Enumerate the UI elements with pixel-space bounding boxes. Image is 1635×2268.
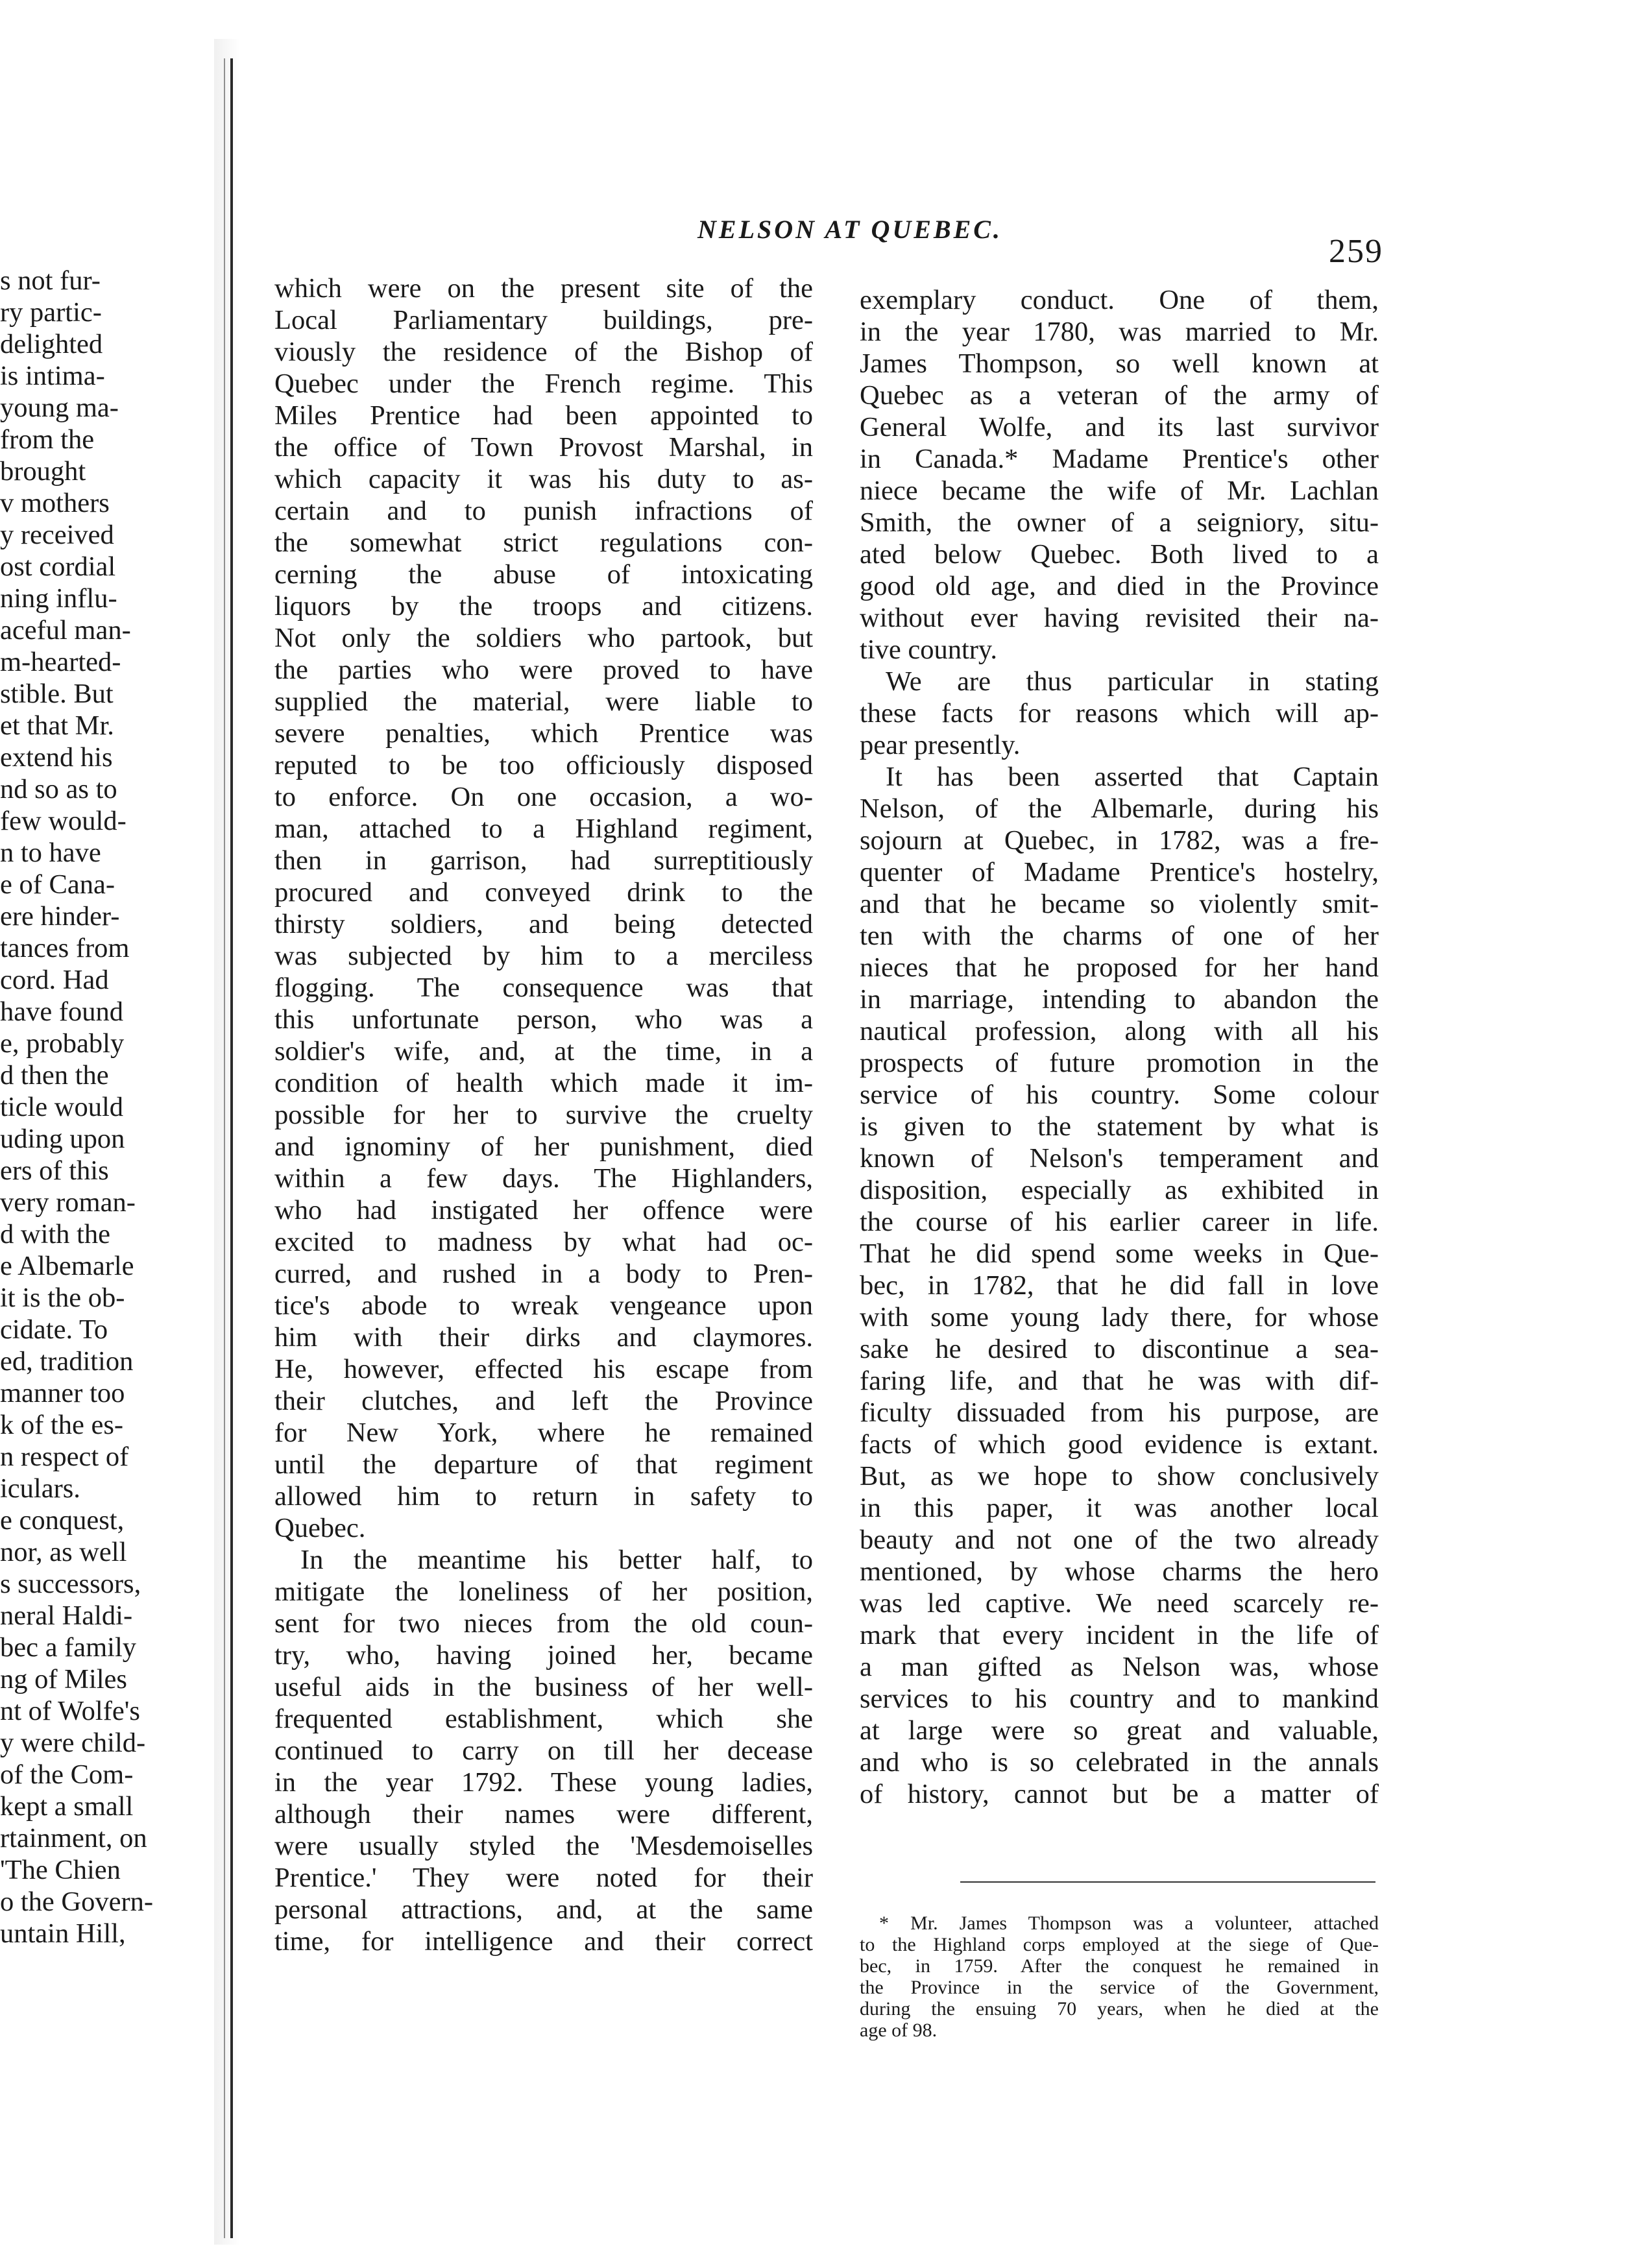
text-line: services to his country and to mankind xyxy=(860,1683,1379,1714)
text-line: k of the es- xyxy=(0,1410,124,1440)
text-line: In the meantime his better half, to xyxy=(300,1545,813,1575)
text-line: liquors by the troops and citizens. xyxy=(274,591,813,621)
text-line: aceful man- xyxy=(0,615,131,645)
text-line: which capacity it was his duty to as- xyxy=(274,464,813,494)
text-line: with some young lady there, for whose xyxy=(860,1302,1379,1333)
text-line: uding upon xyxy=(0,1124,125,1154)
running-head: NELSON AT QUEBEC. xyxy=(697,215,1002,244)
text-line: nautical profession, along with all his xyxy=(860,1016,1379,1046)
footnote-line: age of 98. xyxy=(860,2020,938,2041)
text-line: manner too xyxy=(0,1378,125,1408)
text-line: bec, in 1782, that he did fall in love xyxy=(860,1270,1379,1301)
footnote-rule xyxy=(960,1881,1375,1883)
text-line: this unfortunate person, who was a xyxy=(274,1004,813,1035)
text-line: mitigate the loneliness of her position, xyxy=(274,1576,813,1607)
text-line: man, attached to a Highland regiment, xyxy=(274,814,813,844)
text-line: of history, cannot but be a matter of xyxy=(860,1779,1379,1809)
text-line: d then the xyxy=(0,1060,109,1091)
text-line: ficulty dissuaded from his purpose, are xyxy=(860,1397,1379,1428)
page-number: 259 xyxy=(1329,233,1383,270)
left-page-fragment xyxy=(0,265,185,1949)
text-line: were usually styled the 'Mesdemoiselles xyxy=(274,1831,813,1861)
text-line: cidate. To xyxy=(0,1314,108,1345)
right-column xyxy=(860,284,1379,1810)
text-line: good old age, and died in the Province xyxy=(860,571,1379,601)
text-line: of the Com- xyxy=(0,1759,134,1790)
text-line: bec a family xyxy=(0,1632,137,1663)
footnote-line: during the ensuing 70 years, when he died at the xyxy=(860,1998,1379,2020)
text-line: extend his xyxy=(0,742,113,773)
footnote-line: bec, in 1759. After the conquest he remained in xyxy=(860,1955,1379,1977)
text-line: niece became the wife of Mr. Lachlan xyxy=(860,476,1379,506)
text-line: mentioned, by whose charms the hero xyxy=(860,1556,1379,1587)
text-line: stible. But xyxy=(0,679,114,709)
text-line: e, probably xyxy=(0,1028,125,1059)
text-line: then in garrison, had surreptitiously xyxy=(274,845,813,876)
text-line: v mothers xyxy=(0,488,110,518)
text-line: e of Cana- xyxy=(0,869,115,900)
text-line: and that he became so violently smit- xyxy=(860,889,1379,919)
text-line: Quebec as a veteran of the army of xyxy=(860,380,1379,411)
text-line: sake he desired to discontinue a sea- xyxy=(860,1334,1379,1364)
text-line: y were child- xyxy=(0,1728,146,1758)
text-line: cord. Had xyxy=(0,965,109,995)
text-line: and who is so celebrated in the annals xyxy=(860,1747,1379,1778)
gutter-line-secondary xyxy=(224,58,225,2238)
text-line: who had instigated her offence were xyxy=(274,1195,813,1225)
text-line: n to have xyxy=(0,838,101,868)
middle-column xyxy=(274,272,813,1957)
text-line: was subjected by him to a merciless xyxy=(274,941,813,971)
text-line: although their names were different, xyxy=(274,1799,813,1829)
text-line: viously the residence of the Bishop of xyxy=(274,337,813,367)
footnote-line: the Province in the service of the Government, xyxy=(860,1977,1379,1998)
text-line: supplied the material, were liable to xyxy=(274,686,813,717)
text-line: iculars. xyxy=(0,1473,80,1504)
text-line: few would- xyxy=(0,806,127,836)
text-line: ed, tradition xyxy=(0,1346,134,1377)
text-line: in marriage, intending to abandon the xyxy=(860,984,1379,1015)
text-line: their clutches, and left the Province xyxy=(274,1386,813,1416)
text-line: ning influ- xyxy=(0,583,117,614)
text-line: personal attractions, and, at the same xyxy=(274,1894,813,1925)
text-line: the course of his earlier career in life. xyxy=(860,1207,1379,1237)
text-line: in the year 1780, was married to Mr. xyxy=(860,317,1379,347)
text-line: to enforce. On one occasion, a wo- xyxy=(274,782,813,812)
text-line: and ignominy of her punishment, died xyxy=(274,1131,813,1162)
text-line: tances from xyxy=(0,933,130,963)
text-line: Quebec under the French regime. This xyxy=(274,368,813,399)
text-line: for New York, where he remained xyxy=(274,1418,813,1448)
text-line: it is the ob- xyxy=(0,1283,125,1313)
text-line: ers of this xyxy=(0,1155,109,1186)
text-line: ry partic- xyxy=(0,297,102,328)
text-line: d with the xyxy=(0,1219,110,1249)
text-line: nd so as to xyxy=(0,774,117,804)
text-line: excited to madness by what had oc- xyxy=(274,1227,813,1257)
text-line: exemplary conduct. One of them, xyxy=(860,285,1379,315)
text-line: s not fur- xyxy=(0,265,101,296)
text-line: allowed him to return in safety to xyxy=(274,1481,813,1512)
text-line: sent for two nieces from the old coun- xyxy=(274,1608,813,1639)
text-line: flogging. The consequence was that xyxy=(274,972,813,1003)
text-line: rtainment, on xyxy=(0,1823,147,1853)
text-line: et that Mr. xyxy=(0,710,114,741)
text-line: s successors, xyxy=(0,1569,141,1599)
text-line: within a few days. The Highlanders, xyxy=(274,1163,813,1194)
text-line: nieces that he proposed for her hand xyxy=(860,952,1379,983)
text-line: until the departure of that regiment xyxy=(274,1449,813,1480)
text-line: ten with the charms of one of her xyxy=(860,921,1379,951)
text-line: curred, and rushed in a body to Pren- xyxy=(274,1259,813,1289)
text-line: ticle would xyxy=(0,1092,124,1122)
text-line: procured and conveyed drink to the xyxy=(274,877,813,908)
text-line: beauty and not one of the two already xyxy=(860,1525,1379,1555)
text-line: Local Parliamentary buildings, pre- xyxy=(274,305,813,335)
footnote-line: * Mr. James Thompson was a volunteer, attached xyxy=(879,1912,1379,1934)
gutter-line xyxy=(230,58,233,2238)
text-line: severe penalties, which Prentice was xyxy=(274,718,813,749)
text-line: these facts for reasons which will ap- xyxy=(860,698,1379,729)
text-line: Miles Prentice had been appointed to xyxy=(274,400,813,431)
text-line: It has been asserted that Captain xyxy=(886,762,1379,792)
text-line: kept a small xyxy=(0,1791,134,1822)
text-line: known of Nelson's temperament and xyxy=(860,1143,1379,1174)
text-line: That he did spend some weeks in Que- xyxy=(860,1238,1379,1269)
text-line: We are thus particular in stating xyxy=(886,666,1379,697)
text-line: y received xyxy=(0,520,114,550)
text-line: at large were so great and valuable, xyxy=(860,1715,1379,1746)
text-line: ere hinder- xyxy=(0,901,120,932)
text-line: very roman- xyxy=(0,1187,136,1218)
text-line: useful aids in the business of her well- xyxy=(274,1672,813,1702)
text-line: soldier's wife, and, at the time, in a xyxy=(274,1036,813,1067)
text-line: continued to carry on till her decease xyxy=(274,1735,813,1766)
text-line: without ever having revisited their na- xyxy=(860,603,1379,633)
text-line: brought xyxy=(0,456,86,487)
text-line: him with their dirks and claymores. xyxy=(274,1322,813,1353)
text-line: cerning the abuse of intoxicating xyxy=(274,559,813,590)
text-line: m-hearted- xyxy=(0,647,121,677)
text-line: young ma- xyxy=(0,392,119,423)
text-line: facts of which good evidence is extant. xyxy=(860,1429,1379,1460)
text-line: Not only the soldiers who partook, but xyxy=(274,623,813,653)
text-line: was led captive. We need scarcely re- xyxy=(860,1588,1379,1619)
text-line: delighted xyxy=(0,329,103,359)
text-line: frequented establishment, which she xyxy=(274,1704,813,1734)
text-line: disposition, especially as exhibited in xyxy=(860,1175,1379,1205)
text-line: prospects of future promotion in the xyxy=(860,1048,1379,1078)
text-line: certain and to punish infractions of xyxy=(274,496,813,526)
footnote xyxy=(860,1912,1379,2041)
text-line: o the Govern- xyxy=(0,1887,154,1917)
text-line: have found xyxy=(0,996,124,1027)
text-line: tive country. xyxy=(860,634,998,665)
text-line: service of his country. Some colour xyxy=(860,1080,1379,1110)
text-line: sojourn at Quebec, in 1782, was a fre- xyxy=(860,825,1379,856)
text-line: which were on the present site of the xyxy=(274,273,813,304)
text-line: n respect of xyxy=(0,1442,129,1472)
footnote-line: to the Highland corps employed at the siege of Que- xyxy=(860,1934,1379,1955)
text-line: reputed to be too officiously disposed xyxy=(274,750,813,780)
text-line: ng of Miles xyxy=(0,1664,127,1695)
text-line: 'The Chien xyxy=(0,1855,121,1885)
text-line: ost cordial xyxy=(0,551,116,582)
text-line: the somewhat strict regulations con- xyxy=(274,527,813,558)
text-line: nor, as well xyxy=(0,1537,127,1567)
text-line: He, however, effected his escape from xyxy=(274,1354,813,1384)
text-line: try, who, having joined her, became xyxy=(274,1640,813,1671)
text-line: is intima- xyxy=(0,361,105,391)
text-line: tice's abode to wreak vengeance upon xyxy=(274,1290,813,1321)
text-line: ated below Quebec. Both lived to a xyxy=(860,539,1379,570)
text-line: But, as we hope to show conclusively xyxy=(860,1461,1379,1491)
text-line: e conquest, xyxy=(0,1505,125,1536)
text-line: a man gifted as Nelson was, whose xyxy=(860,1652,1379,1682)
text-line: is given to the statement by what is xyxy=(860,1111,1379,1142)
text-line: from the xyxy=(0,424,95,455)
text-line: James Thompson, so well known at xyxy=(860,348,1379,379)
text-line: neral Haldi- xyxy=(0,1600,133,1631)
text-line: condition of health which made it im- xyxy=(274,1068,813,1098)
text-line: nt of Wolfe's xyxy=(0,1696,140,1726)
text-line: possible for her to survive the cruelty xyxy=(274,1100,813,1130)
text-line: quenter of Madame Prentice's hostelry, xyxy=(860,857,1379,887)
text-line: in the year 1792. These young ladies, xyxy=(274,1767,813,1798)
spine-shadow xyxy=(214,39,240,2245)
text-line: mark that every incident in the life of xyxy=(860,1620,1379,1650)
text-line: faring life, and that he was with dif- xyxy=(860,1366,1379,1396)
text-line: Smith, the owner of a seigniory, situ- xyxy=(860,507,1379,538)
text-line: pear presently. xyxy=(860,730,1021,760)
text-line: thirsty soldiers, and being detected xyxy=(274,909,813,939)
text-line: Prentice.' They were noted for their xyxy=(274,1863,813,1893)
text-line: untain Hill, xyxy=(0,1918,126,1949)
text-line: the parties who were proved to have xyxy=(274,655,813,685)
text-line: e Albemarle xyxy=(0,1251,134,1281)
text-line: Quebec. xyxy=(274,1513,366,1543)
text-line: the office of Town Provost Marshal, in xyxy=(274,432,813,463)
text-line: General Wolfe, and its last survivor xyxy=(860,412,1379,442)
text-line: Nelson, of the Albemarle, during his xyxy=(860,793,1379,824)
text-line: in Canada.* Madame Prentice's other xyxy=(860,444,1379,474)
text-line: in this paper, it was another local xyxy=(860,1493,1379,1523)
text-line: time, for intelligence and their correct xyxy=(274,1926,813,1957)
